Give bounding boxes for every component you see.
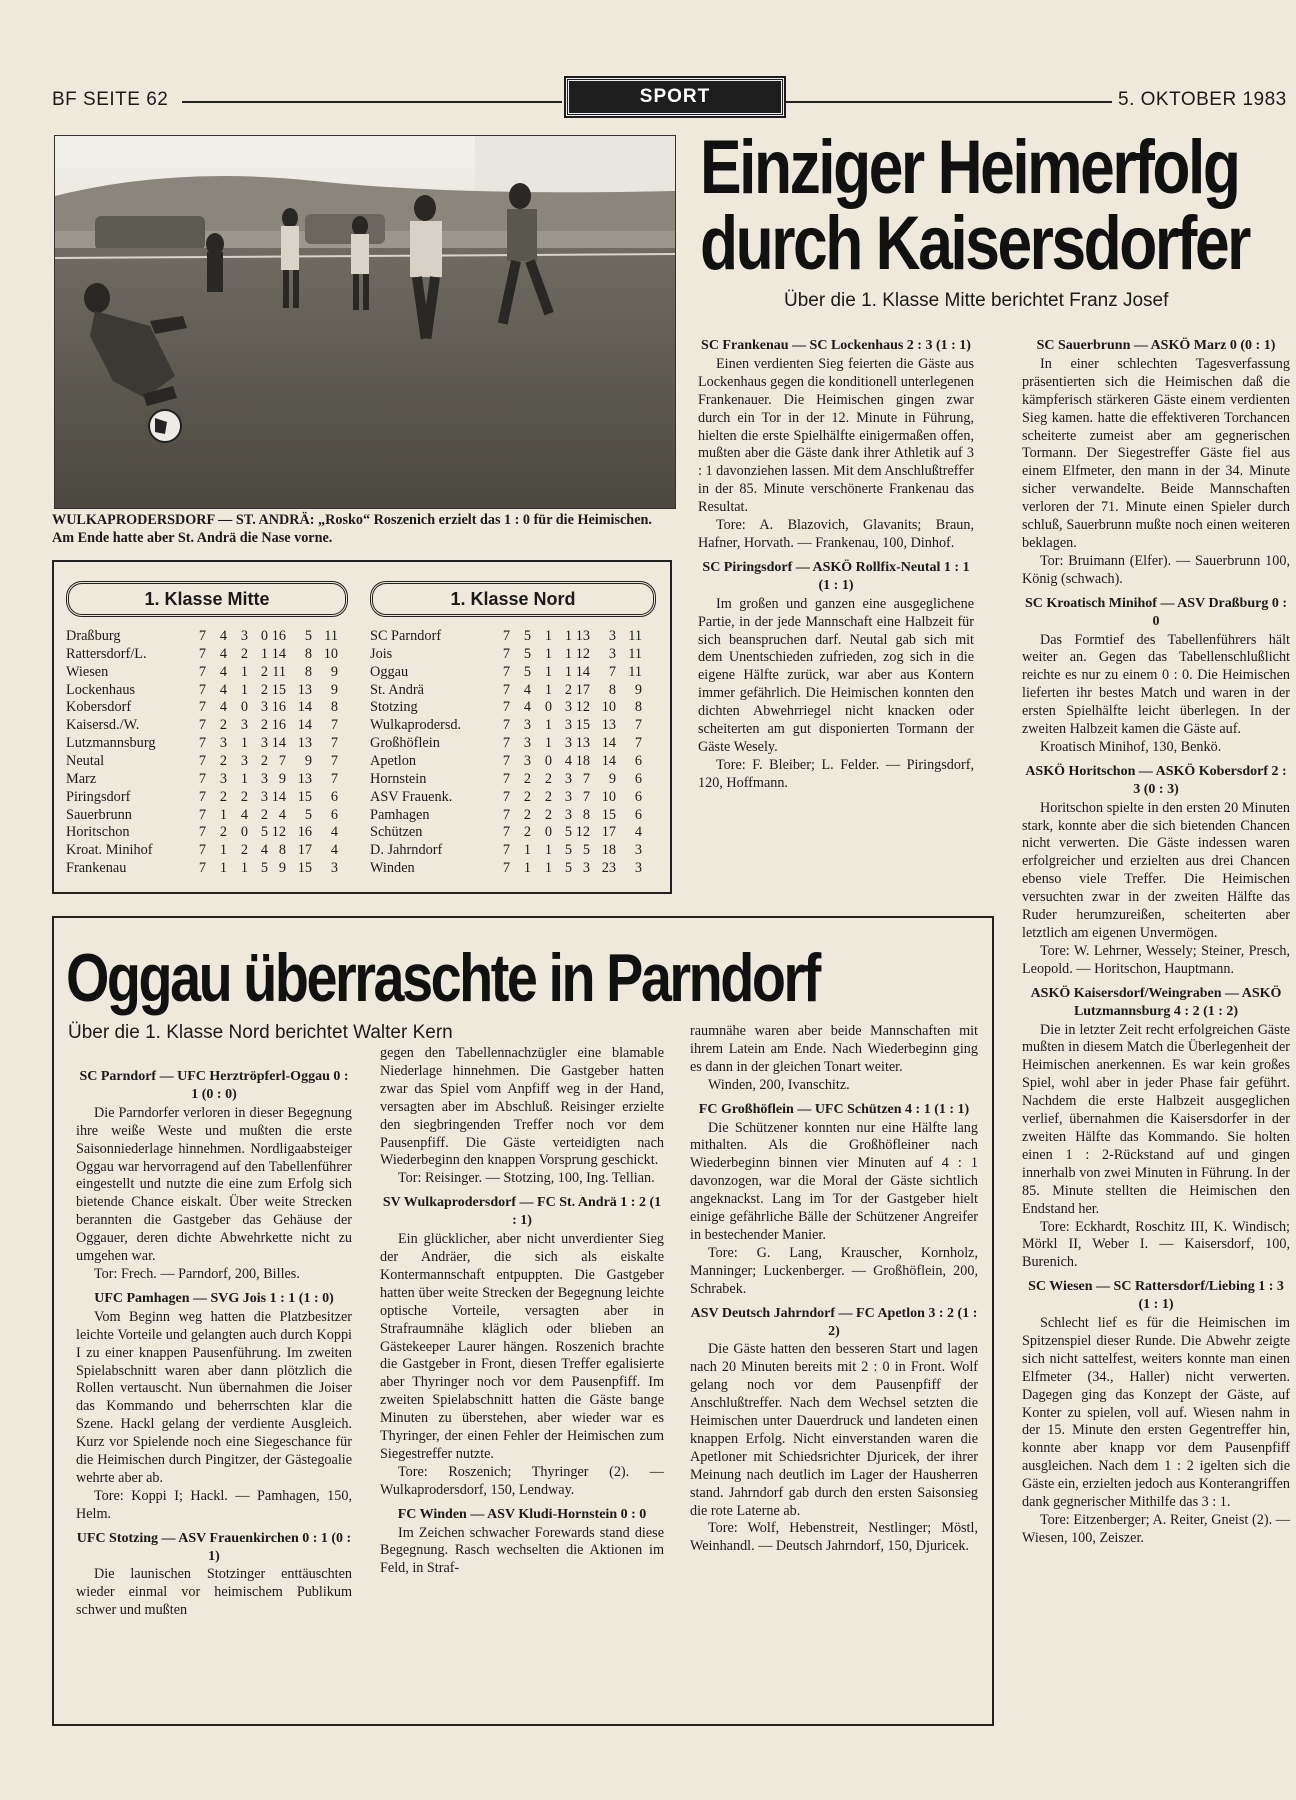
stat-value: 12 [575, 824, 590, 841]
match-heading: SC Kroatisch Minihof — ASV Draßburg 0 : 0 [1024, 595, 1287, 629]
stat-value: 7 [330, 735, 338, 752]
stat-value: 4 [330, 824, 338, 841]
top-headline-line2: durch Kaisersdorfer [700, 201, 1249, 286]
nord-headline: Oggau überraschte in Parndorf [66, 940, 819, 1016]
stat-value: 2 [544, 806, 552, 823]
stat-value: 7 [198, 788, 206, 805]
match-scorers: Tore: Wolf, Hebenstreit, Nestlinger; Möstl, Weinhandl. — Deutsch Jahrndorf, 150, Djuricek. [690, 1520, 978, 1555]
stat-value: 7 [330, 770, 338, 787]
match-heading: FC Winden — ASV Kludi-Hornstein 0 : 0 [397, 1506, 647, 1522]
report-paragraph: Im großen und ganzen eine ausgeglichene Partie, in der jede Mannschaft eine Halbzeit für sich beanspruchen darf. Neutal gab sich mit dem Unentschieden zufrieden, zog sich in die eigene Hälfte zurück, war aber aus Kontern immer gefährlich. Die Heimischen konnten den dichten Abwehrriegel nicht knacken oder scheiterten am gut disponierten Tormann der Gäste Wesely. [698, 595, 974, 755]
match-scorers: Tor: Reisinger. — Stotzing, 100, Ing. Tellian. [398, 1170, 655, 1187]
match-scorers: Tore: F. Bleiber; L. Felder. — Piringsdorf, 120, Hoffmann. [698, 756, 974, 791]
stat-value: 5 [582, 842, 590, 859]
team-name: Sauerbrunn [66, 806, 132, 823]
stat-value: 1 [544, 681, 552, 698]
report-paragraph: Die Schützener konnten nur eine Hälfte lang mithalten. Als die Großhöfleiner nach Wiederbeginn binnen vier Minuten auf 4 : 1 davonzogen, war die Moral der Gäste sichtlich angeknackst. Lang im Tor der Gastgeber hielt einige gefährliche Bälle der Schützener Angreifer in bestechender Manier. [690, 1119, 978, 1243]
stat-value: 2 [544, 788, 552, 805]
match-heading: SV Wulkaprodersdorf — FC St. Andrä 1 : 2 (1 : 1) [382, 1195, 662, 1229]
photo-caption: WULKAPRODERSDORF — ST. ANDRÄ: „Rosko“ Roszenich erzielt das 1 : 0 für die Heimischen. Am Ende hatte aber St. Andrä die Nase vorne. [52, 512, 652, 546]
stat-value: 2 [523, 806, 531, 823]
report-paragraph: Die in letzter Zeit recht erfolgreichen Gäste mußten in diesem Match die Überlegenheit der Heimischen anerkennen. Es war kein großes Spiel, wohl aber in jeder Phase fair geführt. Nachdem die erste Halbzeit ausgeglichen verlief, übernahmen die Kaisersdorfer in der zweiten Hälfte das Kommando. Sie holten einen 1 : 2-Rückstand auf und gingen innerhalb von zwei Minuten in Führung. In der 85. Minute stellten die Heimischen den Endstand her. [1022, 1021, 1290, 1217]
stat-value: 10 [601, 699, 616, 716]
stat-value: 14 [271, 735, 286, 752]
team-name: D. Jahrndorf [370, 842, 443, 859]
report-paragraph: Schlecht lief es für die Heimischen im Spitzenspiel dieser Runde. Die Abwehr zeigte sich nicht sattelfest, weiters konnte man einen Elfmeter (34., Haller) nicht verwerten. Dagegen ging das Konzept der Gäste, auf Konter zu spielen, voll auf. Wiesen nahm in der 15. Minute den ersten Gegentreffer hin, konnte aber knapp vor dem Pausenpfiff ausgleichen. Nach dem 1 : 2 igelten sich die Gäste ein, erzielten jedoch aus Konterangriffen dank gegnerischer Mithilfe das 3 : 1. [1022, 1315, 1290, 1511]
stat-value: 4 [219, 663, 227, 680]
stat-value: 6 [634, 752, 642, 769]
nord-column-2 [380, 1045, 664, 1578]
stat-value: 14 [297, 699, 312, 716]
stat-value: 3 [564, 770, 572, 787]
stat-value: 6 [330, 806, 338, 823]
stat-value: 7 [502, 752, 510, 769]
stat-value: 7 [502, 824, 510, 841]
match-scorers: Tore: W. Lehrner, Wessely; Steiner, Presch, Leopold. — Horitschon, Hauptmann. [1022, 942, 1290, 977]
stat-value: 1 [240, 860, 248, 877]
stat-value: 7 [198, 681, 206, 698]
match-scorers: Tore: Koppi I; Hackl. — Pamhagen, 150, Helm. [76, 1487, 352, 1522]
match-heading: SC Sauerbrunn — ASKÖ Marz 0 (0 : 1) [1036, 338, 1276, 353]
stat-value: 2 [523, 770, 531, 787]
stat-value: 6 [634, 806, 642, 823]
stat-value: 14 [271, 788, 286, 805]
stat-value: 1 [544, 717, 552, 734]
stat-value: 3 [260, 788, 268, 805]
stat-value: 1 [523, 842, 531, 859]
stat-value: 23 [601, 860, 616, 877]
stat-value: 13 [297, 681, 312, 698]
stat-value: 11 [324, 628, 338, 644]
stat-value: 15 [575, 717, 590, 734]
stat-value: 7 [278, 752, 286, 769]
stat-value: 14 [271, 645, 286, 662]
stat-value: 5 [260, 860, 268, 877]
stat-value: 16 [271, 717, 286, 734]
match-heading: ASKÖ Horitschon — ASKÖ Kobersdorf 2 : 3 (0 : 3) [1025, 763, 1287, 797]
report-paragraph: Die Gäste hatten den besseren Start und lagen nach 20 Minuten bereits mit 2 : 0 in Front. Wolf gelang noch vor dem Pausenpfiff der Anschlußtreffer. Nach dem Wechsel setzten die Heimischen unter Dauerdruck und landeten einen knappen Erfolg. Nicht einverstanden waren die Apetloner mit Schiedsrichter Djuricek, der ihrer Meinung nach deutlich im Lager der Hausherren stand. Jahrndorf gab durch den ersten Saisonsieg die rote Laterne ab. [690, 1341, 978, 1519]
stat-value: 3 [260, 735, 268, 752]
stat-value: 3 [564, 699, 572, 716]
stat-value: 1 [219, 806, 227, 823]
team-name: Wulkaprodersd. [370, 717, 462, 734]
stat-value: 7 [330, 717, 338, 734]
match-scorers: Tore: G. Lang, Krauscher, Kornholz, Manninger; Luckenberger. — Großhöflein, 200, Schrabek. [690, 1244, 978, 1297]
match-heading: ASV Deutsch Jahrndorf — FC Apetlon 3 : 2 (1 : 2) [690, 1305, 978, 1339]
stat-value: 4 [219, 645, 227, 662]
team-name: Hornstein [370, 770, 427, 787]
football-scene-image [55, 136, 675, 508]
stat-value: 4 [523, 681, 531, 698]
report-continuation: gegen den Tabellennachzügler eine blamable Niederlage hinnehmen. Die Gastgeber hatten zwar das Spiel vom Anpfiff weg in der Hand, versagten aber im Abschluß. Reisinger erzielte den siegbringenden Treffer noch vor dem Pausenpfiff. Die Gäste verteidigten nach Wiederbeginn den knappen Vorsprung geschickt. [380, 1045, 664, 1169]
stat-value: 3 [260, 770, 268, 787]
stat-value: 7 [502, 770, 510, 787]
stat-value: 14 [297, 717, 312, 734]
stat-value: 2 [523, 824, 531, 841]
stat-value: 9 [608, 770, 616, 787]
stat-value: 1 [240, 663, 248, 680]
stat-value: 2 [219, 752, 227, 769]
team-name: Apetlon [370, 752, 417, 769]
stat-value: 1 [219, 842, 227, 859]
match-scorers: Tore: Eckhardt, Roschitz III, K. Windisch; Mörkl II, Weber I. — Kaisersdorf, 100, Burenich. [1022, 1218, 1290, 1271]
stat-value: 0 [544, 699, 552, 716]
stat-value: 9 [278, 770, 286, 787]
stat-value: 11 [628, 663, 642, 680]
match-heading: SC Frankenau — SC Lockenhaus 2 : 3 (1 : 1) [701, 338, 971, 353]
match-photo [54, 135, 676, 509]
stat-value: 1 [564, 663, 572, 680]
stat-value: 7 [502, 860, 510, 877]
stat-value: 7 [502, 806, 510, 823]
section-banner: SPORT [566, 78, 784, 116]
stat-value: 7 [582, 770, 590, 787]
stat-value: 2 [523, 788, 531, 805]
stat-value: 11 [628, 628, 642, 644]
stat-value: 4 [278, 806, 286, 823]
stat-value: 2 [260, 681, 268, 698]
stat-value: 3 [564, 735, 572, 752]
stat-value: 3 [330, 860, 338, 877]
stat-value: 3 [219, 770, 227, 787]
stat-value: 4 [219, 628, 227, 644]
stat-value: 2 [219, 717, 227, 734]
stat-value: 16 [271, 699, 286, 716]
top-headline-line1: Einziger Heimerfolg [700, 125, 1239, 210]
stat-value: 0 [260, 628, 268, 644]
stat-value: 3 [240, 752, 248, 769]
stat-value: 12 [575, 645, 590, 662]
stat-value: 6 [634, 770, 642, 787]
report-paragraph: Das Formtief des Tabellenführers hält weiter an. Gegen das Tabellenschlußlicht reichte es nur zu einem 0 : 0. Die Heimischen lieferten ihr bestes Match und waren in der ersten Spielhälfte leicht überlegen. In der zweiten Halbzeit kamen die Gäste auf. [1022, 631, 1290, 738]
stat-value: 1 [544, 663, 552, 680]
header-rule-left [182, 101, 562, 103]
stat-value: 5 [523, 628, 531, 644]
stat-value: 0 [240, 699, 248, 716]
stat-value: 3 [523, 752, 531, 769]
stat-value: 9 [278, 860, 286, 877]
stat-value: 1 [564, 628, 572, 644]
match-heading: UFC Pamhagen — SVG Jois 1 : 1 (1 : 0) [94, 1290, 334, 1306]
match-scorers: Tore: Roszenich; Thyringer (2). — Wulkaprodersdorf, 150, Lendway. [380, 1463, 664, 1498]
stat-value: 8 [304, 645, 312, 662]
team-name: Marz [66, 770, 97, 787]
stat-value: 18 [575, 752, 590, 769]
stat-value: 3 [240, 717, 248, 734]
report-continuation: raumnähe waren aber beide Mannschaften mit ihrem Latein am Ende. Nach Wiederbeginn ging es dann in der gleichen Tonart weiter. [690, 1023, 978, 1075]
mitte-report-column-2 [1022, 331, 1290, 1548]
stat-value: 8 [304, 663, 312, 680]
stat-value: 7 [502, 645, 510, 662]
stat-value: 7 [582, 788, 590, 805]
stat-value: 7 [608, 663, 616, 680]
nord-subhead: Über die 1. Klasse Nord berichtet Walter Kern [68, 1022, 453, 1043]
table-title-nord: 1. Klasse Nord [370, 581, 656, 617]
stat-value: 3 [564, 788, 572, 805]
stat-value: 9 [330, 681, 338, 698]
stat-value: 9 [330, 663, 338, 680]
stat-value: 7 [198, 645, 206, 662]
stat-value: 7 [198, 806, 206, 823]
stat-value: 2 [240, 645, 248, 662]
stat-value: 7 [502, 735, 510, 752]
stat-value: 7 [198, 842, 206, 859]
match-scorers: Tore: A. Blazovich, Glavanits; Braun, Hafner, Horvath. — Frankenau, 100, Dinhof. [698, 517, 974, 551]
team-name: Wiesen [66, 663, 109, 680]
stat-value: 10 [323, 645, 338, 662]
stat-value: 3 [240, 628, 248, 644]
match-heading: FC Großhöflein — UFC Schützen 4 : 1 (1 : 1) [698, 1101, 970, 1117]
stat-value: 1 [564, 645, 572, 662]
stat-value: 7 [502, 842, 510, 859]
stat-value: 15 [297, 860, 312, 877]
stat-value: 13 [297, 770, 312, 787]
stat-value: 1 [260, 645, 268, 662]
table-title-mitte: 1. Klasse Mitte [66, 581, 348, 617]
stat-value: 8 [608, 681, 616, 698]
stat-value: 7 [502, 663, 510, 680]
stat-value: 7 [502, 788, 510, 805]
stat-value: 1 [240, 681, 248, 698]
stat-value: 7 [502, 699, 510, 716]
stat-value: 4 [634, 824, 642, 841]
stat-value: 9 [304, 752, 312, 769]
stat-value: 2 [544, 770, 552, 787]
stat-value: 2 [219, 824, 227, 841]
team-name: SC Parndorf [370, 628, 442, 644]
team-name: Frankenau [66, 860, 127, 877]
stat-value: 4 [219, 681, 227, 698]
report-paragraph: Ein glücklicher, aber nicht unverdienter Sieg der Andräer, die sich als eiskalte Kontermannschaft entpuppten. Die Gastgeber hatten über weite Strecken der Begegnung leichte optische Vorteile, versagten aber in Strafraumnähe kläglich oder blieben an Gästekeeper Laurer hängen. Roszenich brachte die Gastgeber in Front, diesen Treffer egalisierte aber Thyringer noch vor dem Pausenpfiff. Im zweiten Spielabschnitt hatten die Gäste bange Minuten zu überstehen, aber wieder war es Thyringer, der einen Fehler der Heimischen zum Siegestreffer nutzte. [380, 1231, 664, 1462]
stat-value: 7 [198, 663, 206, 680]
team-name: Jois [370, 645, 393, 662]
stat-value: 7 [502, 681, 510, 698]
stat-value: 3 [608, 645, 616, 662]
team-name: Draßburg [66, 628, 121, 644]
team-name: Neutal [66, 752, 105, 769]
team-name: Kroat. Minihof [66, 842, 153, 859]
stat-value: 8 [634, 699, 642, 716]
stat-value: 7 [198, 752, 206, 769]
stat-value: 2 [260, 717, 268, 734]
stat-value: 2 [564, 681, 572, 698]
stat-value: 5 [523, 645, 531, 662]
team-name: Lockenhaus [66, 681, 136, 698]
match-heading: SC Piringsdorf — ASKÖ Rollfix-Neutal 1 : 1 (1 : 1) [702, 559, 970, 593]
stat-value: 3 [523, 735, 531, 752]
header-rule-right [784, 101, 1112, 103]
stat-value: 17 [297, 842, 312, 859]
stat-value: 8 [330, 699, 338, 716]
stat-value: 5 [304, 628, 312, 644]
stat-value: 3 [219, 735, 227, 752]
stat-value: 5 [564, 842, 572, 859]
stat-value: 17 [601, 824, 616, 841]
stat-value: 4 [260, 842, 268, 859]
stat-value: 3 [260, 699, 268, 716]
stat-value: 3 [608, 628, 616, 644]
stat-value: 5 [260, 824, 268, 841]
stat-value: 1 [544, 842, 552, 859]
stat-value: 7 [198, 628, 206, 644]
stat-value: 11 [272, 663, 286, 680]
stat-value: 1 [544, 860, 552, 877]
stat-value: 4 [523, 699, 531, 716]
stat-value: 7 [198, 735, 206, 752]
stat-value: 13 [575, 628, 590, 644]
stat-value: 7 [198, 824, 206, 841]
stat-value: 8 [278, 842, 286, 859]
nord-column-3 [690, 1023, 978, 1556]
issue-date: 5. OKTOBER 1983 [1118, 89, 1287, 110]
match-scorers: Tor: Frech. — Parndorf, 200, Billes. [94, 1265, 300, 1282]
stat-value: 7 [198, 860, 206, 877]
stat-value: 7 [502, 717, 510, 734]
stat-value: 14 [575, 663, 590, 680]
match-scorers: Kroatisch Minihof, 130, Benkö. [1040, 738, 1222, 755]
stat-value: 6 [330, 788, 338, 805]
stat-value: 2 [260, 663, 268, 680]
match-heading: UFC Stotzing — ASV Frauenkirchen 0 : 1 (0 : 1) [76, 1530, 352, 1564]
stat-value: 1 [523, 860, 531, 877]
stat-value: 3 [582, 860, 590, 877]
stat-value: 15 [271, 681, 286, 698]
stat-value: 2 [260, 806, 268, 823]
stat-value: 15 [601, 806, 616, 823]
report-paragraph: Einen verdienten Sieg feierten die Gäste aus Lockenhaus gegen die konditionell unterlegenen Frankenauer. Die Heimischen gingen zwar durch ein Tor in der 12. Minute in Führung, hielten die erste Spielhälfte einigermaßen offen, mußten aber die Gäste dank ihrer Athletik auf 3 : 1 davonziehen lassen. Mit dem Anschlußtreffer in der 85. Minute verschönerte Frankenau das Resultat. [698, 355, 974, 516]
stat-value: 10 [601, 788, 616, 805]
stat-value: 5 [523, 663, 531, 680]
stat-value: 1 [544, 628, 552, 644]
stat-value: 5 [564, 824, 572, 841]
top-subhead: Über die 1. Klasse Mitte berichtet Franz Josef [784, 290, 1169, 311]
stat-value: 7 [634, 735, 642, 752]
stat-value: 2 [219, 788, 227, 805]
stat-value: 1 [544, 735, 552, 752]
stat-value: 7 [198, 717, 206, 734]
stat-value: 13 [601, 717, 616, 734]
mitte-report-column-1 [698, 331, 974, 793]
stat-value: 2 [260, 752, 268, 769]
stat-value: 8 [582, 806, 590, 823]
match-heading: SC Wiesen — SC Rattersdorf/Liebing 1 : 3 (1 : 1) [1028, 1279, 1284, 1313]
nord-column-1 [76, 1062, 352, 1620]
match-heading: SC Parndorf — UFC Herztröpferl-Oggau 0 : 1 (0 : 0) [79, 1069, 349, 1102]
match-scorers: Tore: Eitzenberger; A. Reiter, Gneist (2). — Wiesen, 100, Zeiszer. [1022, 1512, 1290, 1546]
team-name: Rattersdorf/L. [66, 645, 147, 662]
stat-value: 1 [544, 645, 552, 662]
stat-value: 7 [502, 628, 510, 644]
stat-value: 7 [198, 770, 206, 787]
stat-value: 14 [601, 735, 616, 752]
stat-value: 6 [634, 788, 642, 805]
stat-value: 12 [271, 824, 286, 841]
report-paragraph: Vom Beginn weg hatten die Platzbesitzer leichte Vorteile und gelangten auch durch Koppi I zu einer knappen Pausenführung. Im zweiten Spielabschnitt waren aber dann plötzlich die Rollen vertauscht. Nun übernahmen die Joiser das Kommando und beherrschten klar die Szene. Hackl gelang der verdiente Ausgleich. Kurz vor Spielende noch eine Siegeschance für die Heimischen durch Pingitzer, der Gästegoalie wehrte aber ab. [76, 1308, 352, 1486]
stat-value: 5 [564, 860, 572, 877]
team-name: Schützen [370, 824, 423, 841]
stat-value: 12 [575, 699, 590, 716]
stat-value: 5 [304, 806, 312, 823]
report-paragraph: Im Zeichen schwacher Forewards stand diese Begegnung. Rasch wechselten die Aktionen im Feld, in Straf- [380, 1524, 664, 1577]
stat-value: 3 [564, 717, 572, 734]
page-label: BF SEITE 62 [52, 89, 169, 110]
stat-value: 1 [240, 735, 248, 752]
stat-value: 0 [240, 824, 248, 841]
team-name: Oggau [370, 663, 409, 680]
team-name: Lutzmannsburg [66, 735, 156, 752]
team-name: Pamhagen [370, 806, 430, 823]
team-name: Kaisersd./W. [66, 717, 140, 734]
stat-value: 4 [219, 699, 227, 716]
stat-value: 4 [240, 806, 248, 823]
stat-value: 4 [330, 842, 338, 859]
stat-value: 0 [544, 752, 552, 769]
report-paragraph: In einer schlechten Tagesverfassung präsentierten sich die Heimischen daß die kämpferisch stärkeren Gäste einem verdienten Sieg kamen. hatte die effektiveren Torchancen scheiterte zumeist aber am gegnerischen Tormann. Der Siegestreffer Gäste fiel aus einem Elfmeter, den mann in der 34. Minute sicher verwandelte. Beide Mannschaften verloren der 71. Minute einen Spieler durch schluß, Sauerbrunn mußte noch einen weiteren beklagen. [1022, 355, 1290, 551]
stat-value: 17 [575, 681, 590, 698]
stat-value: 14 [601, 752, 616, 769]
stat-value: 7 [634, 717, 642, 734]
team-name: Winden [370, 860, 415, 877]
stat-value: 3 [523, 717, 531, 734]
stat-value: 9 [634, 681, 642, 698]
stat-value: 0 [544, 824, 552, 841]
stat-value: 7 [198, 699, 206, 716]
report-paragraph: Die Parndorfer verloren in dieser Begegnung ihre weiße Weste und mußten die erste Saisonniederlage hinnehmen. Nordligaabsteiger Oggau war hervorragend auf den Tabellenführer eingestellt und nutzte die eine zum Erfolg sich bietende Chance eiskalt. Über weite Strecken berannten die Gastgeber das Gehäuse der Oggauer, deren dichte Abwehrkette nicht zu umgehen war. [76, 1104, 352, 1265]
team-name: Kobersdorf [66, 699, 132, 716]
team-name: Horitschon [66, 824, 130, 841]
team-name: Großhöflein [370, 735, 440, 752]
stat-value: 18 [601, 842, 616, 859]
stat-value: 3 [564, 806, 572, 823]
report-paragraph: Die launischen Stotzinger enttäuschten wieder einmal vor heimischem Publikum schwer und mußten [76, 1566, 352, 1619]
stat-value: 1 [240, 770, 248, 787]
stat-value: 15 [297, 788, 312, 805]
report-paragraph: Horitschon spielte in den ersten 20 Minuten stark, konnte aber die sich bietenden Chancen nicht verwerten. Die Gäste indessen waren erfolgreicher und erzielten aus drei Chancen ebenso viele Treffer. Die Heimischen versuchten zwar in der zweiten Hälfte das Ruder herumzureißen, scheiterten aber letztlich am eigenen Unvermögen. [1022, 799, 1290, 941]
team-name: St. Andrä [370, 681, 425, 698]
stat-value: 1 [219, 860, 227, 877]
stat-value: 13 [575, 735, 590, 752]
stat-value: 16 [271, 628, 286, 644]
team-name: ASV Frauenk. [370, 788, 453, 805]
team-name: Stotzing [370, 699, 418, 716]
stat-value: 7 [330, 752, 338, 769]
stat-value: 13 [297, 735, 312, 752]
match-scorers: Winden, 200, Ivanschitz. [708, 1076, 850, 1093]
team-name: Piringsdorf [66, 788, 131, 805]
stat-value: 4 [564, 752, 572, 769]
match-heading: ASKÖ Kaisersdorf/Weingraben — ASKÖ Lutzmannsburg 4 : 2 (1 : 2) [1030, 985, 1282, 1019]
match-scorers: Tor: Bruimann (Elfer). — Sauerbrunn 100, König (schwach). [1022, 552, 1290, 587]
stat-value: 2 [240, 842, 248, 859]
stat-value: 3 [634, 860, 642, 877]
stat-value: 11 [628, 645, 642, 662]
stat-value: 16 [297, 824, 312, 841]
stat-value: 3 [634, 842, 642, 859]
stat-value: 2 [240, 788, 248, 805]
